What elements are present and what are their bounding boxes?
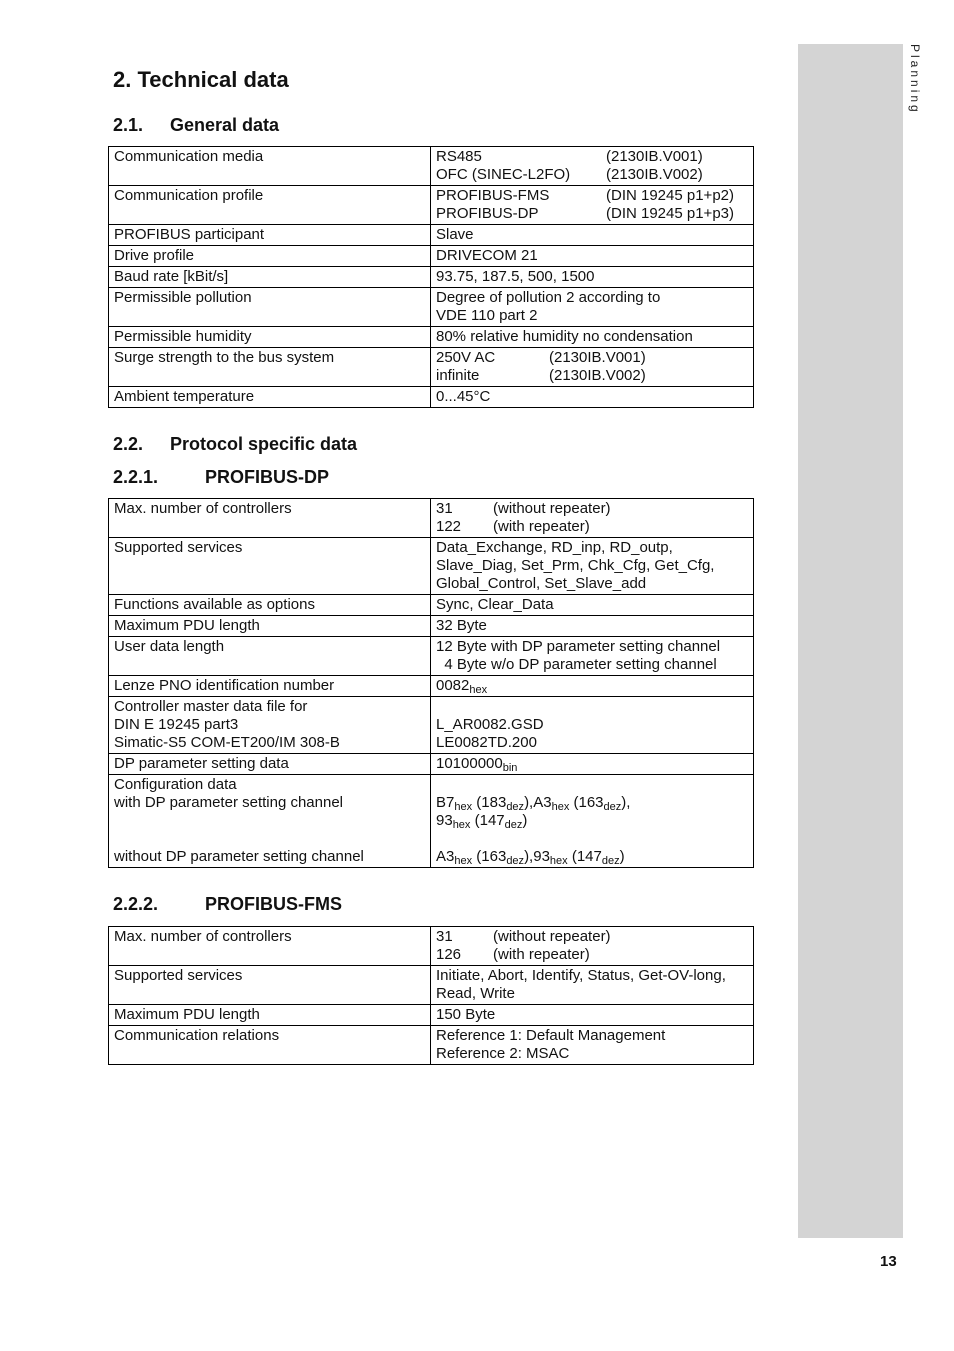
value-subscript: bin xyxy=(502,762,518,774)
table-row xyxy=(109,147,754,186)
table-row xyxy=(109,348,754,387)
row-value xyxy=(431,676,754,697)
row-value xyxy=(431,754,754,775)
row-value: 93.75, 187.5, 500, 1500 xyxy=(431,267,754,288)
value-line: Data_Exchange, RD_inp, RD_outp, xyxy=(436,539,673,556)
row-value xyxy=(431,637,754,676)
value-note: (without repeater) xyxy=(493,928,611,945)
row-label: Permissible pollution xyxy=(109,288,431,327)
value-text: 126 xyxy=(436,946,462,963)
row-value xyxy=(431,927,754,966)
row-label: Drive profile xyxy=(109,246,431,267)
table-row xyxy=(109,288,754,327)
row-label: Permissible humidity xyxy=(109,327,431,348)
table-row xyxy=(109,754,754,775)
row-value: DRIVECOM 21 xyxy=(431,246,754,267)
table-row xyxy=(109,637,754,676)
row-label: Communication profile xyxy=(109,186,431,225)
row-label: Functions available as options xyxy=(109,595,431,616)
row-label: Supported services xyxy=(109,966,431,1005)
row-label: Supported services xyxy=(109,538,431,595)
table-row xyxy=(109,225,754,246)
value-line: VDE 110 part 2 xyxy=(436,307,538,324)
section-heading-protocol xyxy=(113,434,357,455)
value-text: 10100000 xyxy=(436,755,503,772)
row-label: User data length xyxy=(109,637,431,676)
row-label: Communication media xyxy=(109,147,431,186)
value-line: 12 Byte with DP parameter setting channel xyxy=(436,638,721,655)
value-line: L_AR0082.GSD xyxy=(436,716,544,733)
row-value xyxy=(431,538,754,595)
row-label: Ambient temperature xyxy=(109,387,431,408)
sidebar-band xyxy=(798,44,903,1238)
value-text: PROFIBUS-DP xyxy=(436,205,539,222)
subsection-heading-dp xyxy=(113,467,329,488)
row-label: Surge strength to the bus system xyxy=(109,348,431,387)
page-title-number: 2. xyxy=(113,67,132,92)
value-line: Reference 2: MSAC xyxy=(436,1045,570,1062)
row-value xyxy=(431,499,754,538)
value-note: (without repeater) xyxy=(493,500,611,517)
value-note: (DIN 19245 p1+p2) xyxy=(606,187,734,204)
value-line: Read, Write xyxy=(436,985,515,1002)
row-label: Communication relations xyxy=(109,1026,431,1065)
value-line: 4 Byte w/o DP parameter setting channel xyxy=(436,656,717,673)
row-value xyxy=(431,186,754,225)
table-row xyxy=(109,1026,754,1065)
value-text: 122 xyxy=(436,518,462,535)
value-line: $A3_{hex}$ $(163_{dez}),93_{hex}$ $(147_{dez})$ xyxy=(436,848,625,867)
row-label: Maximum PDU length xyxy=(109,1005,431,1026)
section-number: 2.2. xyxy=(113,434,144,454)
profibus-dp-table xyxy=(108,498,754,868)
row-value: 32 Byte xyxy=(431,616,754,637)
value-text: 0082 xyxy=(436,677,470,694)
value-note: (2130IB.V001) xyxy=(549,349,646,366)
label-line: without DP parameter setting channel xyxy=(114,848,364,865)
row-label: Maximum PDU length xyxy=(109,616,431,637)
row-label: PROFIBUS participant xyxy=(109,225,431,246)
value-line: $B7_{hex}$ $(183_{dez}),A3_{hex}$ $(163_{dez})$, xyxy=(436,794,631,813)
value-subscript: hex xyxy=(469,684,488,696)
general-data-table xyxy=(108,146,754,408)
value-note: (2130IB.V001) xyxy=(606,148,703,165)
row-label xyxy=(109,775,431,868)
table-row xyxy=(109,267,754,288)
value-line: Reference 1: Default Management xyxy=(436,1027,666,1044)
label-line: DIN E 19245 part3 xyxy=(114,716,239,733)
value-text: RS485 xyxy=(436,148,482,165)
value-line: Global_Control, Set_Slave_add xyxy=(436,575,647,592)
value-note: (2130IB.V002) xyxy=(549,367,646,384)
value-line: Degree of pollution 2 according to xyxy=(436,289,661,306)
value-line: Initiate, Abort, Identify, Status, Get-OV-long, xyxy=(436,967,726,984)
value-text: infinite xyxy=(436,367,480,384)
table-row xyxy=(109,616,754,637)
row-value: 150 Byte xyxy=(431,1005,754,1026)
row-value xyxy=(431,288,754,327)
label-line: Configuration data xyxy=(114,776,237,793)
table-row xyxy=(109,387,754,408)
row-value xyxy=(431,348,754,387)
table-row xyxy=(109,1005,754,1026)
row-value: Sync, Clear_Data xyxy=(431,595,754,616)
table-row xyxy=(109,966,754,1005)
table-row xyxy=(109,538,754,595)
row-value: 80% relative humidity no condensation xyxy=(431,327,754,348)
section-title: PROFIBUS-FMS xyxy=(205,894,342,914)
profibus-fms-table xyxy=(108,926,754,1065)
table-row xyxy=(109,676,754,697)
value-note: (DIN 19245 p1+p3) xyxy=(606,205,734,222)
row-value xyxy=(431,1026,754,1065)
value-text: OFC (SINEC-L2FO) xyxy=(436,166,571,183)
sidebar-label: Planning xyxy=(908,44,922,115)
subsection-heading-fms xyxy=(113,894,342,915)
row-label: Max. number of controllers xyxy=(109,499,431,538)
row-label: Baud rate [kBit/s] xyxy=(109,267,431,288)
row-value: Slave xyxy=(431,225,754,246)
label-line: Simatic-S5 COM-ET200/IM 308-B xyxy=(114,734,340,751)
row-value: 0...45°C xyxy=(431,387,754,408)
section-number: 2.2.1. xyxy=(113,467,159,487)
value-text: PROFIBUS-FMS xyxy=(436,187,550,204)
table-row xyxy=(109,186,754,225)
table-row xyxy=(109,246,754,267)
section-title: PROFIBUS-DP xyxy=(205,467,330,487)
row-label: Max. number of controllers xyxy=(109,927,431,966)
section-number: 2.2.2. xyxy=(113,894,159,914)
page-title xyxy=(113,67,289,93)
row-label: DP parameter setting data xyxy=(109,754,431,775)
row-value xyxy=(431,966,754,1005)
value-line: $93_{hex}$ $(147_{dez})$ xyxy=(436,812,528,831)
table-row xyxy=(109,595,754,616)
section-title: Protocol specific data xyxy=(170,434,358,454)
page-title-text: Technical data xyxy=(137,67,289,92)
row-value xyxy=(431,697,754,754)
section-heading-general xyxy=(113,115,279,136)
value-text: 31 xyxy=(436,500,453,517)
row-label: Lenze PNO identification number xyxy=(109,676,431,697)
value-note: (with repeater) xyxy=(493,518,590,535)
row-label xyxy=(109,697,431,754)
label-line: with DP parameter setting channel xyxy=(114,794,344,811)
table-row xyxy=(109,697,754,754)
value-line: Slave_Diag, Set_Prm, Chk_Cfg, Get_Cfg, xyxy=(436,557,715,574)
value-note: (2130IB.V002) xyxy=(606,166,703,183)
page-number: 13 xyxy=(880,1253,897,1270)
row-value xyxy=(431,775,754,868)
value-note: (with repeater) xyxy=(493,946,590,963)
section-title: General data xyxy=(170,115,280,135)
value-line: LE0082TD.200 xyxy=(436,734,537,751)
section-number: 2.1. xyxy=(113,115,144,135)
table-row xyxy=(109,499,754,538)
table-row xyxy=(109,327,754,348)
table-row xyxy=(109,775,754,868)
value-text: 250V AC xyxy=(436,349,496,366)
table-row xyxy=(109,927,754,966)
value-text: 31 xyxy=(436,928,453,945)
row-value xyxy=(431,147,754,186)
label-line: Controller master data file for xyxy=(114,698,308,715)
